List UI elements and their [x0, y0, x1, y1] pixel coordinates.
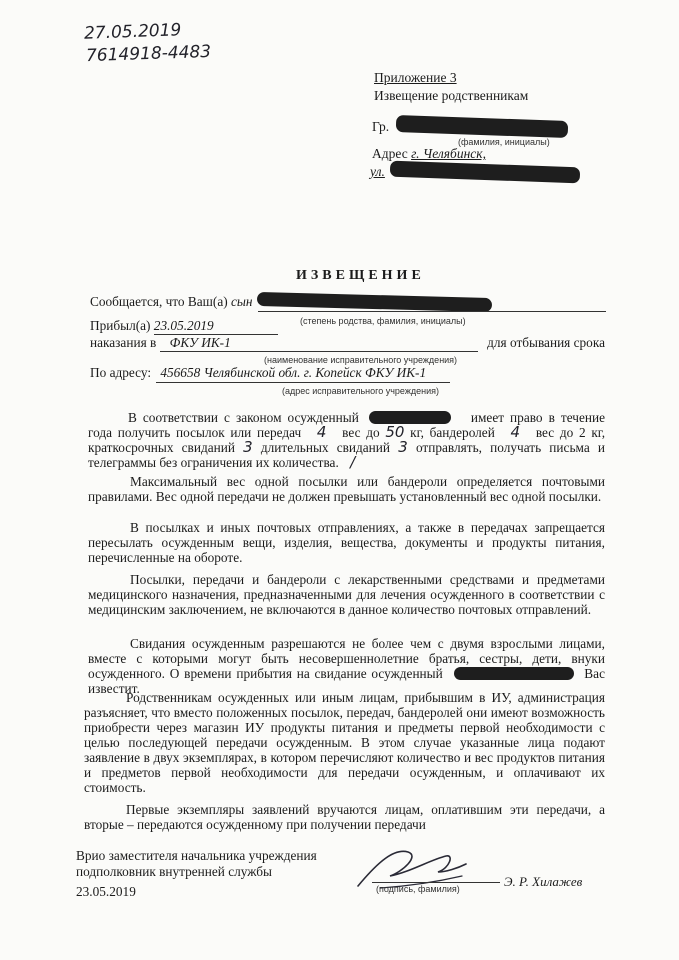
rights-text-1: В соответствии с законом осужденный	[128, 410, 359, 425]
institution-address-line	[90, 365, 426, 381]
paragraph-visits	[88, 636, 605, 696]
paragraph-prohibited-items: В посылках и иных почтовых отправлениях, а также в передачах запрещается пересылать осужденным вещи, изделия, вещества, документы и продукты питания, перечисленные на обороте.	[88, 520, 605, 565]
rights-text-7: отправлять, получать письма и телеграммы без ограничения их количества.	[88, 440, 606, 470]
recipient-name-hint: (фамилия, инициалы)	[458, 137, 550, 147]
rights-paragraph	[88, 410, 605, 470]
institution-address-label: По адресу:	[90, 365, 152, 380]
reported-line	[90, 294, 492, 310]
reported-label: Сообщается, что Ваш(а)	[90, 294, 228, 309]
arrived-line	[90, 318, 214, 334]
institution-underline	[160, 351, 478, 352]
rights-text-4: кг, бандеролей	[410, 425, 495, 440]
handwritten-date: 27.05.2019	[83, 20, 182, 44]
notice-heading: ИЗВЕЩЕНИЕ	[296, 268, 425, 283]
institution-address-underline	[156, 382, 450, 383]
institution-hint: (наименование исправительного учреждения)	[264, 355, 458, 365]
paragraph-shop-purchase: Родственникам осужденных или иным лицам, прибывшим в ИУ, администрация разъясняет, что вместо положенных посылок, передач, бандеролей они имеют возможность приобрести через магазин ИУ продукты питания и предметы первой необходимости с целью последующей передачи осужденным. В этом случае указанные лица подают заявление в двух экземплярах, в котором перечисляют количество и вес продуктов питания и предметов первой необходимости для передачи осужденным, и оплачивают их стоимость.	[84, 690, 605, 795]
sentence-line	[90, 335, 605, 351]
institution-name: ФКУ ИК-1	[169, 335, 231, 350]
address-label: Адрес	[372, 146, 408, 161]
arrived-label: Прибыл(а)	[90, 318, 151, 333]
paragraph-application-copies: Первые экземпляры заявлений вручаются лицам, оплатившим эти передачи, а вторые – передаются осужденному при получении передачи	[84, 802, 605, 832]
redacted-recipient-name	[396, 115, 568, 138]
handwritten-weight: 50	[385, 423, 405, 441]
signature-hint: (подпись, фамилия)	[376, 884, 460, 894]
redacted-convict-name	[369, 411, 451, 424]
visits-suffix: Вас известит.	[88, 666, 605, 696]
rights-text-5: вес до 2 кг, краткосрочных свиданий	[88, 425, 606, 455]
recipient-label: Гр.	[372, 119, 390, 134]
arrived-date: 23.05.2019	[153, 318, 214, 333]
institution-address-hint: (адрес исправительного учреждения)	[282, 386, 439, 396]
signer-position-2: подполковник внутренней службы	[76, 864, 272, 879]
address-line	[372, 146, 486, 162]
paragraph-medicines: Посылки, передачи и бандероли с лекарственными средствами и предметами медицинского назначения, предназначенными для лечения осужденного в соответствии с медицинским заключением, не включаются в данное количество почтовых отправлений.	[88, 572, 605, 617]
handwritten-parcels-count: 4	[316, 423, 327, 441]
signer-name: Э. Р. Хилажев	[504, 874, 583, 889]
signature-underline	[372, 882, 500, 883]
handwritten-number: 7614918-4483	[85, 41, 212, 67]
signature-date: 23.05.2019	[76, 884, 136, 899]
redacted-convict-name-2	[454, 667, 574, 680]
signer-position-1: Врио заместителя начальника учреждения	[76, 848, 317, 863]
street-prefix: ул.	[370, 164, 385, 179]
handwritten-short-visits: 3	[243, 438, 253, 456]
redacted-street	[390, 161, 580, 184]
street-line	[370, 164, 580, 180]
rights-text-6: длительных свиданий	[260, 440, 391, 455]
sentence-label: наказания в	[90, 335, 157, 350]
handwritten-bandrols-count: 4	[510, 423, 521, 441]
handwritten-long-visits: 3	[398, 438, 408, 456]
rights-text-2: имеет право в течение года получить посылок или передач	[88, 410, 605, 440]
address-city: г. Челябинск,	[411, 146, 486, 161]
appendix-subtitle: Извещение родственникам	[374, 88, 529, 103]
relation-prefix: сын	[231, 294, 253, 309]
sentence-suffix: для отбывания срока	[487, 335, 605, 350]
visits-text: Свидания осужденным разрешаются не более чем с двумя взрослыми лицами, вместе с которыми могут быть несовершеннолетние братья, сестры, дети, внуки осужденного. О времени прибытия на свидание осужденный	[88, 636, 605, 681]
redacted-relative-name	[257, 292, 492, 312]
appendix-title: Приложение 3	[374, 70, 457, 85]
relation-hint: (степень родства, фамилия, инициалы)	[300, 316, 466, 326]
paragraph-weight-rules: Максимальный вес одной посылки или бандероли определяется почтовыми правилами. Вес одной передачи не должен превышать установленный вес одной посылки.	[88, 474, 605, 504]
rights-text-3: вес до	[342, 425, 380, 440]
handwritten-extra-mark: /	[350, 453, 356, 471]
reported-underline	[258, 311, 606, 312]
recipient-line	[372, 118, 572, 135]
institution-address: 456658 Челябинской обл. г. Копейск ФКУ ИК-1	[160, 365, 427, 380]
